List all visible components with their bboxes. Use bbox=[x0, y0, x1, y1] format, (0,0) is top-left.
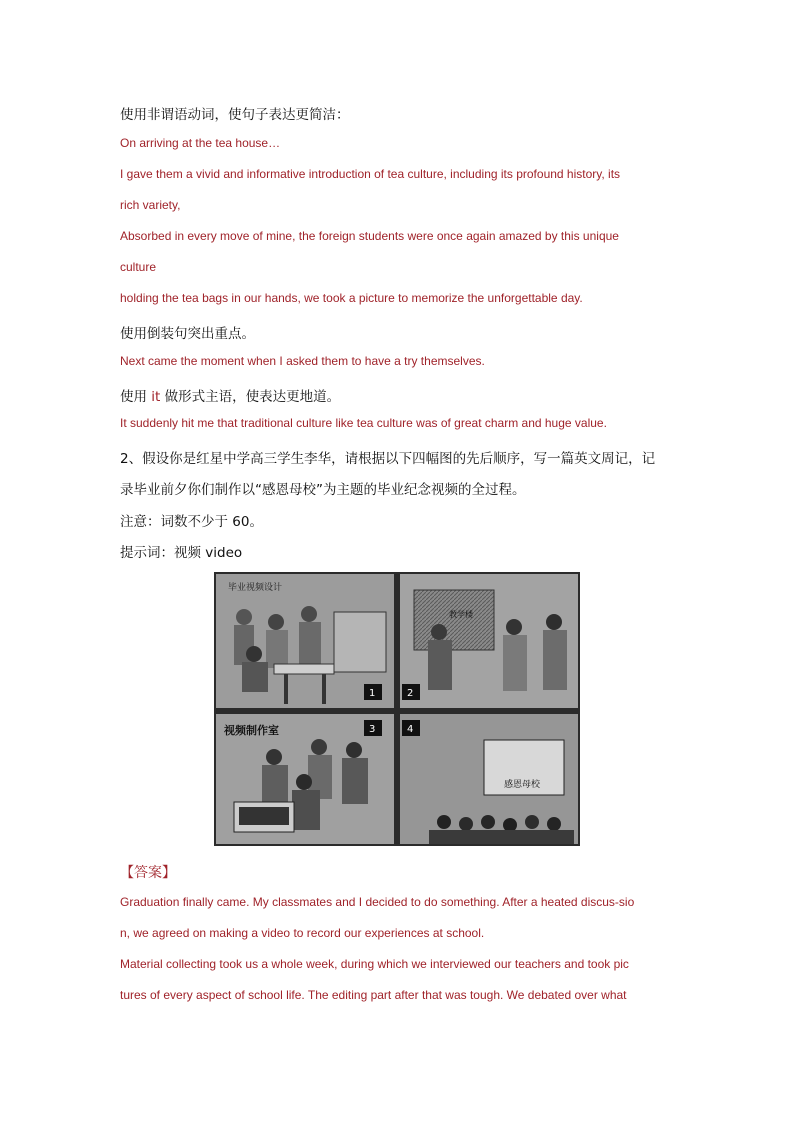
answer-line: Material collecting took us a whole week, during which we interviewed our teachers and took pic bbox=[120, 957, 629, 971]
example-line: rich variety, bbox=[120, 198, 181, 212]
example-line: It suddenly hit me that traditional culture like tea culture was of great charm and huge value. bbox=[120, 416, 607, 430]
answer-line: Graduation finally came. My classmates and I decided to do something. After a heated discus-sio bbox=[120, 895, 635, 909]
example-line: Absorbed in every move of mine, the foreign students were once again amazed by this unique bbox=[120, 229, 619, 243]
example-line: Next came the moment when I asked them to have a try themselves. bbox=[120, 354, 485, 368]
panel-4-banner: 感恩母校 bbox=[504, 780, 541, 790]
answer-heading: 【答案】 bbox=[120, 865, 176, 881]
four-panel-illustration bbox=[214, 572, 580, 846]
panel-1-sign: 毕业视频设计 bbox=[228, 583, 283, 593]
example-line: culture bbox=[120, 260, 157, 274]
hint-words: 提示词：视频 video bbox=[120, 545, 243, 561]
example-line: On arriving at the tea house… bbox=[120, 136, 281, 150]
tip-nonfinite-verbs: 使用非谓语动词，使句子表达更简洁： bbox=[120, 107, 350, 123]
question-prompt: 2、假设你是红星中学高三学生李华，请根据以下四幅图的先后顺序，写一篇英文周记，记 bbox=[120, 451, 656, 467]
panel-2-sign: 教学楼 bbox=[449, 610, 473, 619]
word-count-note: 注意：词数不少于 60。 bbox=[120, 514, 263, 530]
answer-line: n, we agreed on making a video to record our experiences at school. bbox=[120, 926, 485, 940]
example-line: holding the tea bags in our hands, we took a picture to memorize the unforgettable day. bbox=[120, 291, 583, 305]
answer-line: tures of every aspect of school life. The editing part after that was tough. We debated over what bbox=[120, 988, 627, 1002]
panel-3-sign: 视频制作室 bbox=[224, 724, 279, 737]
panel-number-2: 2 bbox=[407, 688, 414, 699]
panel-number-1: 1 bbox=[369, 688, 376, 699]
tip-formal-subject: 使用 it 做形式主语，使表达更地道。 bbox=[120, 389, 341, 405]
tip-inversion: 使用倒装句突出重点。 bbox=[120, 326, 255, 342]
example-line: I gave them a vivid and informative introduction of tea culture, including its profound history, its bbox=[120, 167, 621, 181]
panel-number-4: 4 bbox=[407, 724, 414, 735]
question-prompt: 录毕业前夕你们制作以“感恩母校”为主题的毕业纪念视频的全过程。 bbox=[120, 482, 526, 498]
panel-number-3: 3 bbox=[369, 724, 376, 735]
